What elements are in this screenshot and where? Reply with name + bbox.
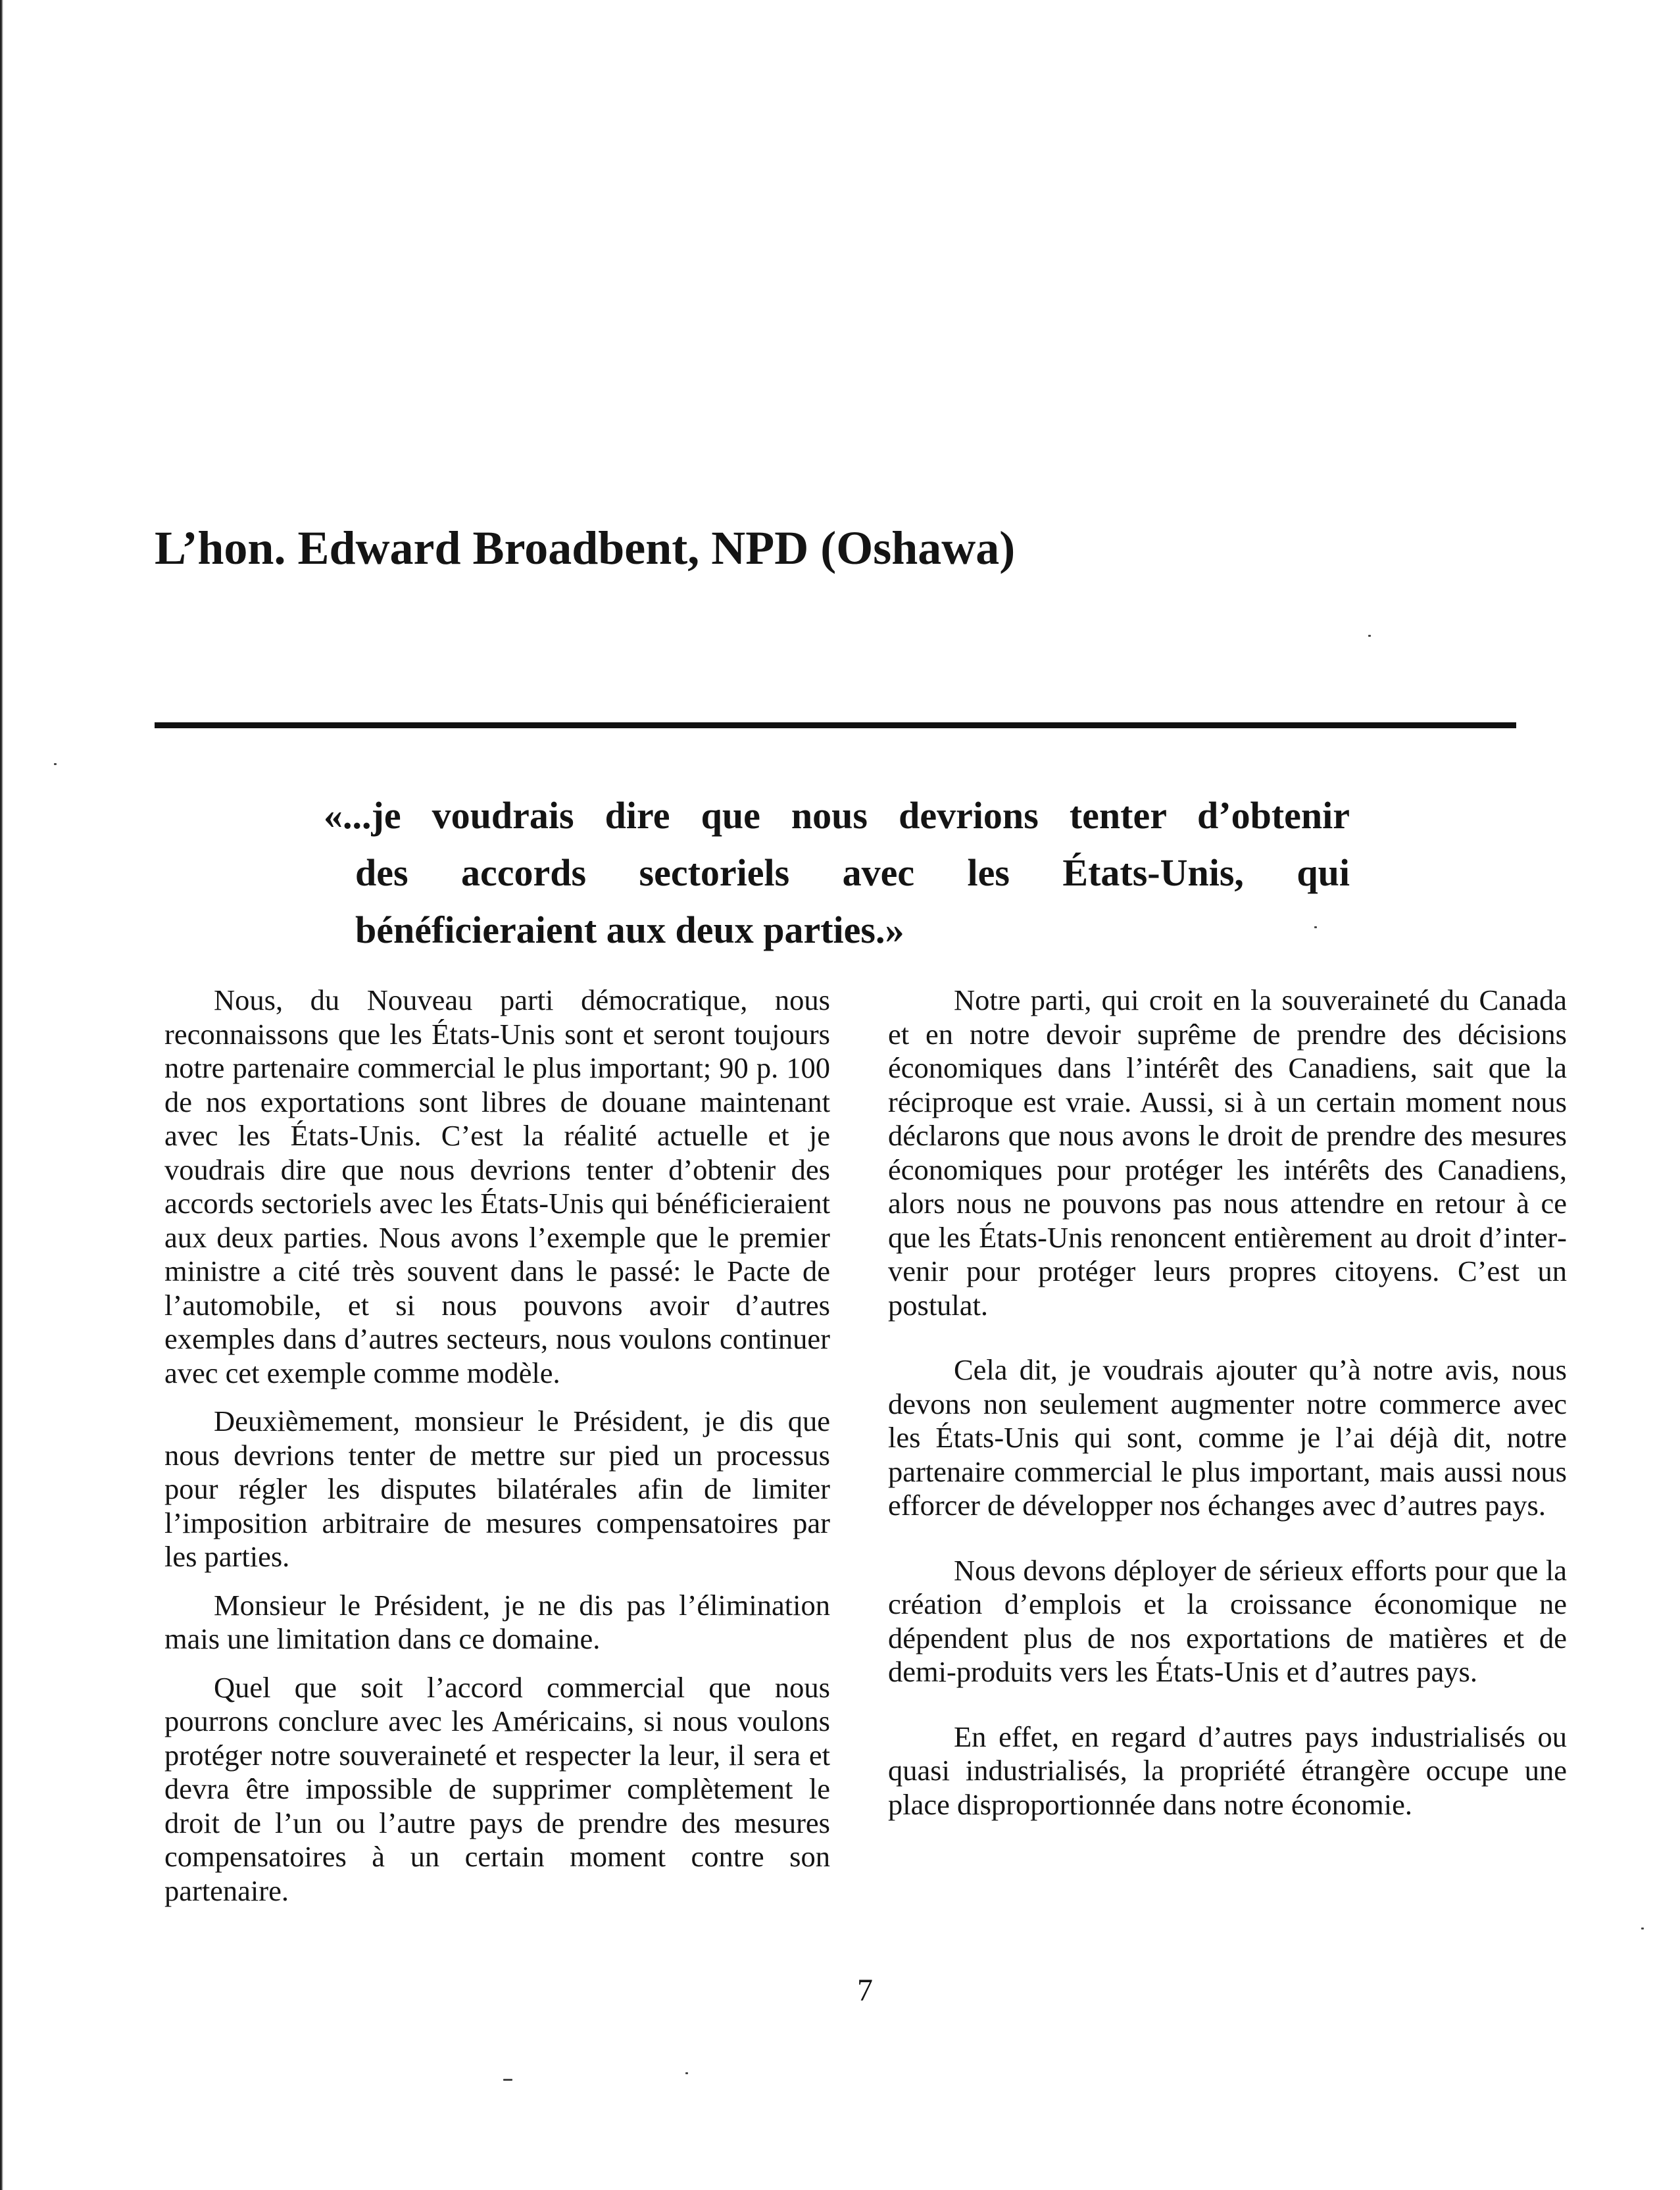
pull-quote	[324, 787, 1350, 958]
paragraph: Monsieur le Président, je ne dis pas l’élimination mais une limitation dans ce domaine.	[164, 1588, 830, 1655]
paragraph: Nous, du Nouveau parti démocratique, nous reconnaissons que les États-Unis sont et seront toujours notre partenaire commercial le plus important; 90 p. 100 de nos exportations sont libres de douane maintenant avec les États-Unis. C’est la réalité actuelle et je voudrais dire que nous devrions tenter d’obtenir des accords sectoriels avec les États-Unis qui bénéficieraient aux deux parties. Nous avons l’exemple que le premier ministre a cité très souvent dans le passé: le Pacte de l’automobile, et si nous pouvons avoir d’autres exemples dans d’autres secteurs, nous voulons continuer avec cet exemple comme modèle.	[164, 983, 830, 1389]
scan-speck	[1368, 635, 1371, 637]
left-column	[164, 983, 830, 1922]
pull-quote-line: bénéficieraient aux deux parties.»	[355, 908, 904, 951]
paragraph: Nous devons déployer de sérieux efforts pour que la création d’emplois et la croissance économique ne dépendent plus de nos exportations de matières et de demi-produits vers les États-Unis et d’autres pays.	[888, 1553, 1567, 1688]
paragraph: Notre parti, qui croit en la souveraineté du Canada et en notre devoir suprême de prendre des décisions économiques dans l’intérêt des Canadiens, sait que la réciproque est vraie. Aussi, si à un certain moment nous déclarons que nous avons le droit de prendre des mesures économiques pour protéger les intérêts des Canadiens, alors nous ne pouvons pas nous attendre en retour à ce que les États-Unis renoncent entièrement au droit d’intervenir pour protéger leurs propres citoyens. C’est un postulat.	[888, 983, 1567, 1322]
scan-speck	[503, 2079, 512, 2081]
page-number: 7	[857, 1973, 873, 2008]
scan-speck	[685, 2072, 688, 2074]
paragraph: Deuxièmement, monsieur le Président, je dis que nous devrions tenter de mettre sur pied un processus pour régler les disputes bilatérales afin de limiter l’imposition arbitraire de mesures compensatoires par les parties.	[164, 1405, 830, 1573]
pull-quote-line: «...je voudrais dire que nous devrions tenter d’obtenir	[324, 794, 1350, 837]
paragraph: Cela dit, je voudrais ajouter qu’à notre avis, nous devons non seulement augmenter notre commerce avec les États-Unis qui sont, comme je l’ai déjà dit, notre partenaire commercial le plus important, mais aussi nous efforcer de développer nos échanges avec d’autres pays.	[888, 1353, 1567, 1522]
scan-speck	[1641, 1928, 1644, 1929]
scan-speck	[1314, 926, 1317, 928]
scan-speck	[54, 763, 57, 765]
scan-edge	[0, 0, 3, 2190]
title-divider	[155, 722, 1516, 728]
pull-quote-line: des accords sectoriels avec les États-Unis, qui	[355, 851, 1350, 894]
right-column	[888, 983, 1567, 1853]
paragraph: Quel que soit l’accord commercial que nous pourrons conclure avec les Américains, si nous voulons protéger notre souveraineté et respecter la leur, il sera et devra être impossible de supprimer complètement le droit de l’un ou l’autre pays de prendre des mesures compensatoires à un certain moment contre son partenaire.	[164, 1670, 830, 1907]
paragraph: En effet, en regard d’autres pays industrialisés ou quasi industrialisés, la propriété étrangère occupe une place disproportionnée dans notre économie.	[888, 1720, 1567, 1821]
page-title: L’hon. Edward Broadbent, NPD (Oshawa)	[155, 522, 1016, 574]
